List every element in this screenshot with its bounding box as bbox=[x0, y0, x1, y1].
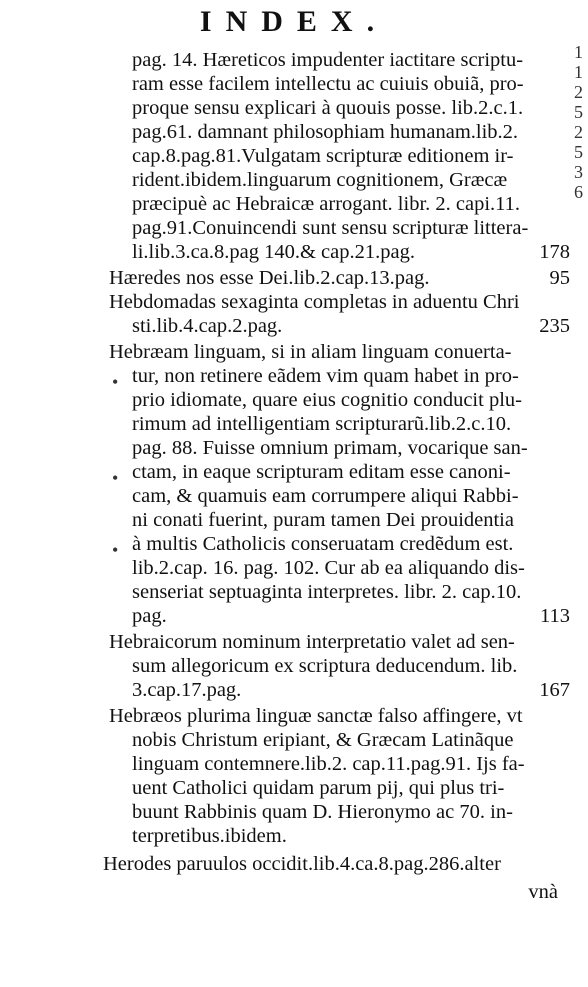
entry-line: ram esse facilem intellectu ac cuiuis obuiã, pro- bbox=[132, 73, 524, 95]
page-number: 95 bbox=[549, 267, 570, 289]
edge-mark: • bbox=[112, 372, 119, 392]
entry-line: tur, non retinere eãdem vim quam habet in pro- bbox=[132, 365, 519, 387]
page-number: 167 bbox=[539, 679, 570, 701]
edge-mark: 3 bbox=[574, 162, 583, 182]
edge-mark: 1 bbox=[574, 62, 583, 82]
entry-line: pag. bbox=[132, 605, 167, 627]
edge-mark: 2 bbox=[574, 122, 583, 142]
page-title: INDEX. bbox=[199, 5, 389, 38]
entry-line: nobis Christum eripiant, & Græcam Latinãque bbox=[132, 729, 514, 751]
entry-line: ni conati fuerint, puram tamen Dei prouidentia bbox=[132, 509, 514, 531]
entry-line: ctam, in eaque scripturam editam esse canoni- bbox=[132, 461, 511, 483]
entry-line: rimum ad intelligentiam scripturarũ.lib.2.c.10. bbox=[132, 413, 512, 435]
page-number: 178 bbox=[539, 241, 570, 263]
entry-heading: Hebdomadas sexaginta completas in aduentu Chri bbox=[109, 291, 520, 313]
edge-mark: 1 bbox=[574, 42, 583, 62]
entry-line: uent Catholici quidam parum pij, qui plus tri- bbox=[132, 777, 505, 799]
edge-mark: 2 bbox=[574, 82, 583, 102]
catchword: vnà bbox=[528, 881, 558, 903]
entry-heading: Hæredes nos esse Dei.lib.2.cap.13.pag. bbox=[109, 267, 430, 289]
page-number: 235 bbox=[539, 315, 570, 337]
entry-line: linguam contemnere.lib.2. cap.11.pag.91. Ijs fa- bbox=[132, 753, 525, 775]
edge-mark: • bbox=[112, 540, 119, 560]
entry-line: pag. 88. Fuisse omnium primam, vocarique san- bbox=[132, 437, 528, 459]
entry-line: pag.91.Conuincendi sunt sensu scripturæ littera- bbox=[132, 217, 529, 239]
entry-heading: Hebræam linguam, si in aliam linguam conuerta- bbox=[109, 341, 512, 363]
entry-line: terpretibus.ibidem. bbox=[132, 825, 287, 847]
edge-mark: • bbox=[112, 468, 119, 488]
entry-heading: Herodes paruulos occidit.lib.4.ca.8.pag.286.alter bbox=[103, 853, 501, 875]
entry-line: li.lib.3.ca.8.pag 140.& cap.21.pag. bbox=[132, 241, 415, 263]
entry-line: pag. 14. Hæreticos impudenter iactitare scriptu- bbox=[132, 49, 524, 71]
entry-line: sum allegoricum ex scriptura deducendum. lib. bbox=[132, 655, 518, 677]
entry-line: buunt Rabbinis quam D. Hieronymo ac 70. in- bbox=[132, 801, 513, 823]
entry-line: cap.8.pag.81.Vulgatam scripturæ editionem ir- bbox=[132, 145, 514, 167]
entry-line: prio idiomate, quare eius cognitio conducit plu- bbox=[132, 389, 522, 411]
edge-mark: 5 bbox=[574, 142, 583, 162]
edge-mark: 5 bbox=[574, 102, 583, 122]
entry-line: sti.lib.4.cap.2.pag. bbox=[132, 315, 283, 337]
entry-line: pag.61. damnant philosophiam humanam.lib.2. bbox=[132, 121, 519, 143]
entry-line: à multis Catholicis conseruatam credẽdum est. bbox=[132, 533, 514, 555]
edge-mark: 6 bbox=[574, 182, 583, 202]
entry-line: proque sensu explicari à quouis posse. lib.2.c.1. bbox=[132, 97, 524, 119]
entry-line: senseriat septuaginta interpretes. libr. 2. cap.10. bbox=[132, 581, 522, 603]
entry-line: 3.cap.17.pag. bbox=[132, 679, 242, 701]
entry-heading: Hebræos plurima linguæ sanctæ falso affingere, vt bbox=[109, 705, 523, 727]
page-number: 113 bbox=[540, 605, 570, 627]
entry-line: lib.2.cap. 16. pag. 102. Cur ab ea aliquando dis- bbox=[132, 557, 525, 579]
entry-line: rident.ibidem.linguarum cognitionem, Græcæ bbox=[132, 169, 508, 191]
entry-heading: Hebraicorum nominum interpretatio valet ad sen- bbox=[109, 631, 515, 653]
entry-line: præcipuè ac Hebraicæ arrogant. libr. 2. capi.11. bbox=[132, 193, 521, 215]
entry-line: cam, & quamuis eam corrumpere aliqui Rabbi- bbox=[132, 485, 519, 507]
